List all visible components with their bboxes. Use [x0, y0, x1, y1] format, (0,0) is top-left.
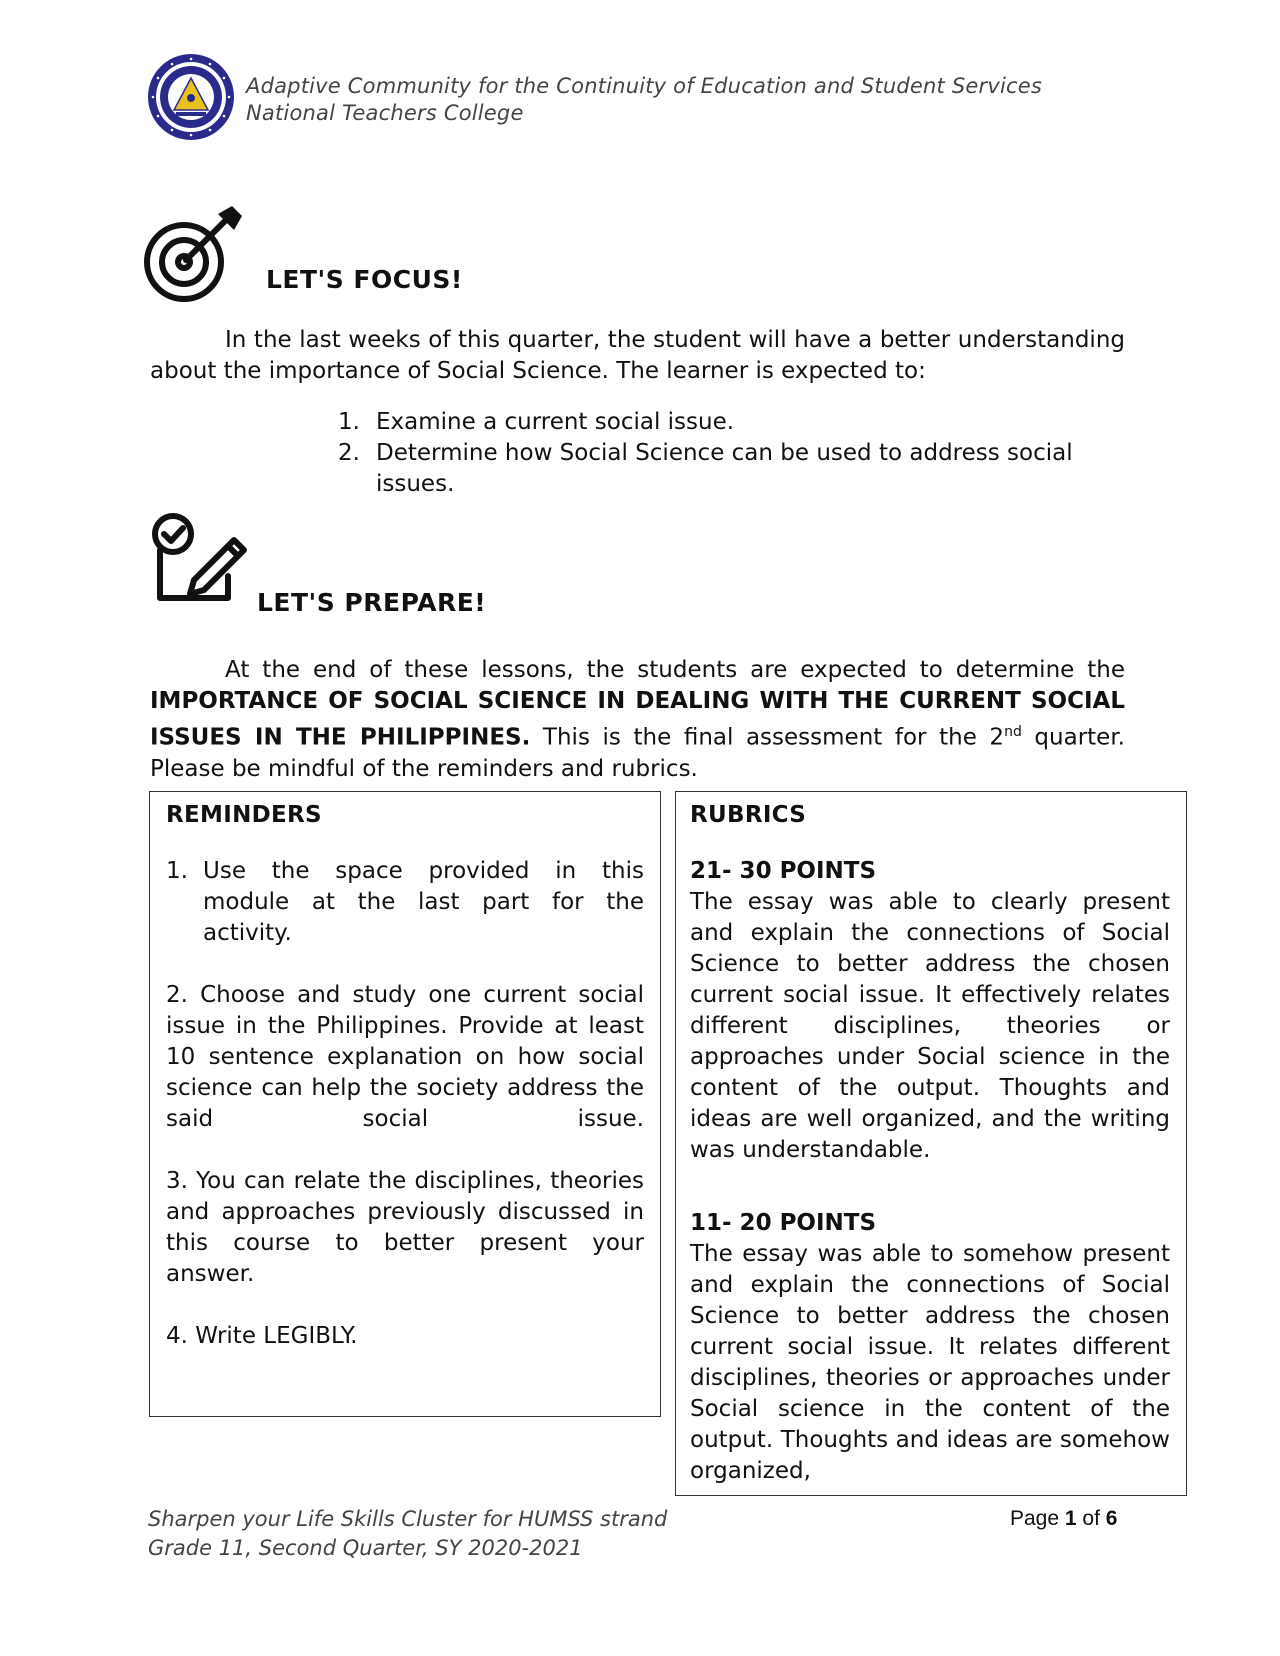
rubric-points-label: 21- 30 POINTS: [690, 858, 877, 884]
focus-intro-text: In the last weeks of this quarter, the student will have a better understanding about the importance of Social Science. The learner is expected to:: [150, 327, 1125, 384]
prepare-intro-emphasis: IMPORTANCE OF SOCIAL SCIENCE IN DEALING WITH THE CURRENT SOCIAL ISSUES IN THE PHILIPPINES.: [150, 688, 1125, 751]
rubrics-heading: RUBRICS: [690, 802, 807, 828]
lets-focus-title: LET'S FOCUS!: [266, 265, 463, 294]
reminders-list: [166, 856, 644, 1352]
college-seal-logo: [146, 52, 236, 142]
page-number: Page 1 of 6: [1010, 1507, 1118, 1530]
reminders-box: [149, 791, 661, 1417]
objectives-list: [338, 407, 1128, 500]
rubric-level-2: [690, 1208, 1170, 1487]
prepare-intro-start: At the end of these lessons, the students are expected to determine the: [225, 657, 1125, 683]
lets-prepare-title: LET'S PREPARE!: [257, 588, 487, 617]
reminder-item: 4. Write LEGIBLY.: [166, 1323, 358, 1349]
checklist-pencil-icon: [148, 510, 252, 614]
ordinal-suffix: nd: [1004, 724, 1022, 740]
footer-grade-line: Grade 11, Second Quarter, SY 2020-2021: [148, 1536, 583, 1560]
prepare-intro-mid: This is the final assessment for the 2: [530, 724, 1005, 751]
current-page: 1: [1064, 1507, 1077, 1530]
focus-intro-paragraph: [150, 325, 1125, 387]
rubric-description: The essay was able to somehow present and explain the connections of Social Science to better address the chosen current social issue. It relates different disciplines, theories or approaches under Social science in the content of the output. Thoughts and ideas are somehow organized,: [690, 1241, 1170, 1484]
rubric-description: The essay was able to clearly present and explain the connections of Social Science to better address the chosen current social issue. It effectively relates different disciplines, theories or approaches under Social science in the content of the output. Thoughts and ideas are well organized, and the writing was understandable.: [690, 889, 1170, 1163]
reminder-item: 2. Choose and study one current social issue in the Philippines. Provide at least 10 sentence explanation on how social science can help the society address the said social issue.: [166, 982, 644, 1132]
footer-text: [148, 1505, 667, 1563]
objective-item: 2. Determine how Social Science can be used to address social issues.: [338, 440, 1073, 497]
reminder-item: 3. You can relate the disciplines, theories and approaches previously discussed in this course to better present your answer.: [166, 1168, 644, 1287]
rubric-points-label: 11- 20 POINTS: [690, 1210, 877, 1236]
header-institution-program: Adaptive Community for the Continuity of Education and Student Services: [246, 74, 1042, 98]
objective-item: 1. Examine a current social issue.: [338, 409, 735, 435]
footer-course-line: Sharpen your Life Skills Cluster for HUMSS strand: [148, 1507, 668, 1531]
reminder-item: 1. Use the space provided in this module at the last part for the activity.: [166, 858, 644, 946]
total-pages: 6: [1105, 1507, 1118, 1530]
rubrics-box: [675, 791, 1187, 1496]
reminders-heading: REMINDERS: [166, 802, 322, 828]
target-arrow-icon: [140, 204, 244, 308]
prepare-intro-paragraph: [150, 655, 1125, 785]
prepare-intro-end: quarter. Please be mindful of the reminders and rubrics.: [150, 724, 1125, 782]
rubric-level-1: [690, 856, 1170, 1166]
header-college-name: National Teachers College: [246, 101, 524, 125]
